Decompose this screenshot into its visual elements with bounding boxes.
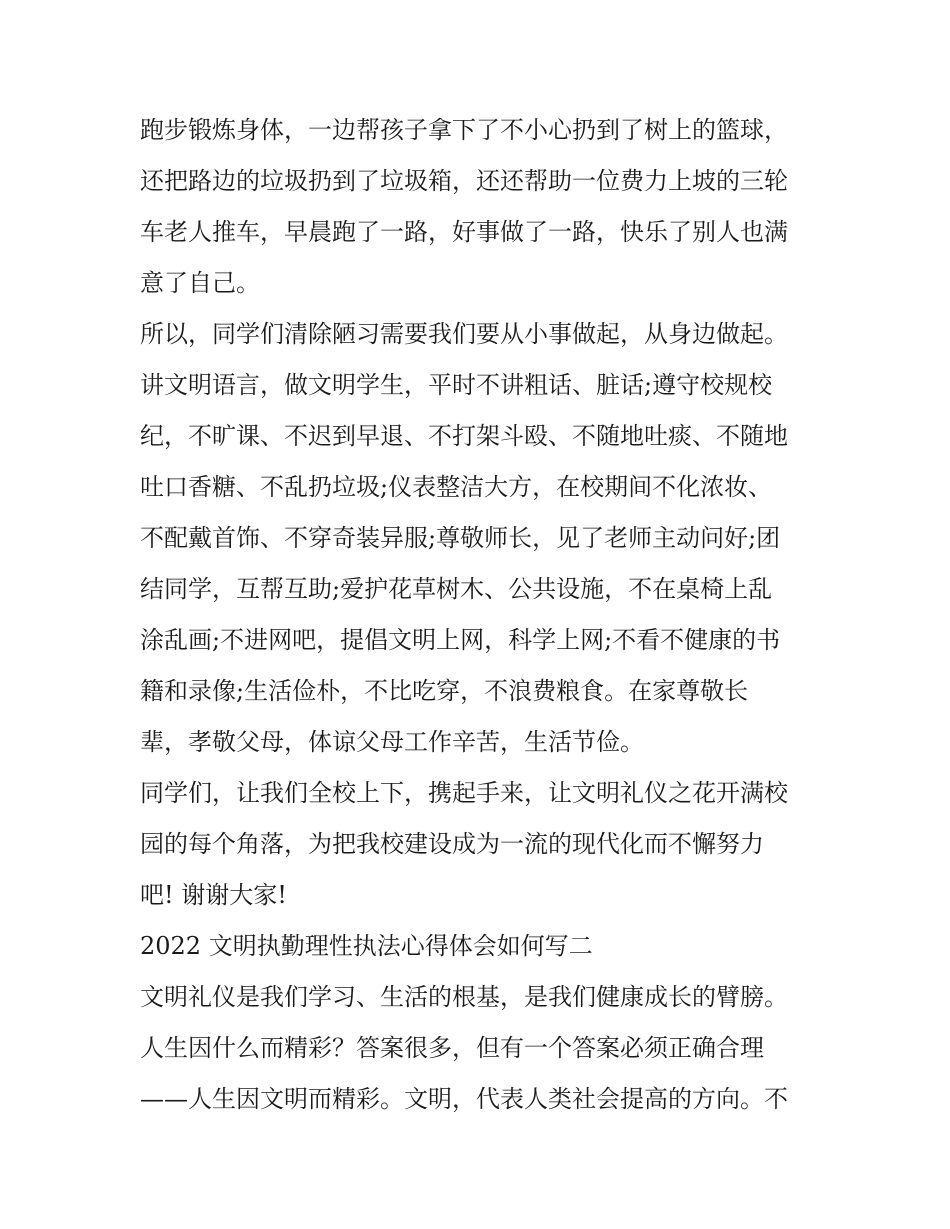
text-line: 讲文明语言，做文明学生，平时不讲粗话、脏话;遵守校规校 [140,371,773,399]
text-line: 车老人推车，早晨跑了一路，好事做了一路，快乐了别人也满 [140,218,788,246]
text-line: 涂乱画;不进网吧，提倡文明上网，科学上网;不看不健康的书 [140,626,781,654]
text-line: 意了自己。 [140,269,260,297]
document-body [140,105,820,1125]
text-line: 纪，不旷课、不迟到早退、不打架斗殴、不随地吐痰、不随地 [140,422,788,450]
text-line: 吧! 谢谢大家! [140,881,287,909]
text-line: 籍和录像;生活俭朴，不比吃穿，不浪费粮食。在家尊敬长 [140,677,749,705]
text-line: 辈，孝敬父母，体谅父母工作辛苦，生活节俭。 [140,728,644,756]
text-line: 同学们，让我们全校上下，携起手来，让文明礼仪之花开满校 [140,779,788,807]
text-line: 吐口香糖、不乱扔垃圾;仪表整洁大方，在校期间不化浓妆、 [140,473,773,501]
text-line: 还把路边的垃圾扔到了垃圾箱，还还帮助一位费力上坡的三轮 [140,167,788,195]
text-line: 园的每个角落，为把我校建设成为一流的现代化而不懈努力 [140,830,764,858]
text-line: 文明礼仪是我们学习、生活的根基，是我们健康成长的臂膀。 [140,983,788,1011]
text-line: 不配戴首饰、不穿奇装异服;尊敬师长，见了老师主动问好;团 [140,524,781,552]
text-line: ——人生因文明而精彩。文明，代表人类社会提高的方向。不 [140,1085,788,1113]
text-line: 结同学，互帮互助;爱护花草树木、公共设施，不在桌椅上乱 [140,575,773,603]
text-line: 跑步锻炼身体，一边帮孩子拿下了不小心扔到了树上的篮球， [140,116,788,144]
text-line: 人生因什么而精彩？答案很多，但有一个答案必须正确合理 [140,1034,764,1062]
text-line: 所以，同学们清除陋习需要我们要从小事做起，从身边做起。 [140,320,788,348]
section-heading: 2022 文明执勤理性执法心得体会如何写二 [140,932,593,960]
